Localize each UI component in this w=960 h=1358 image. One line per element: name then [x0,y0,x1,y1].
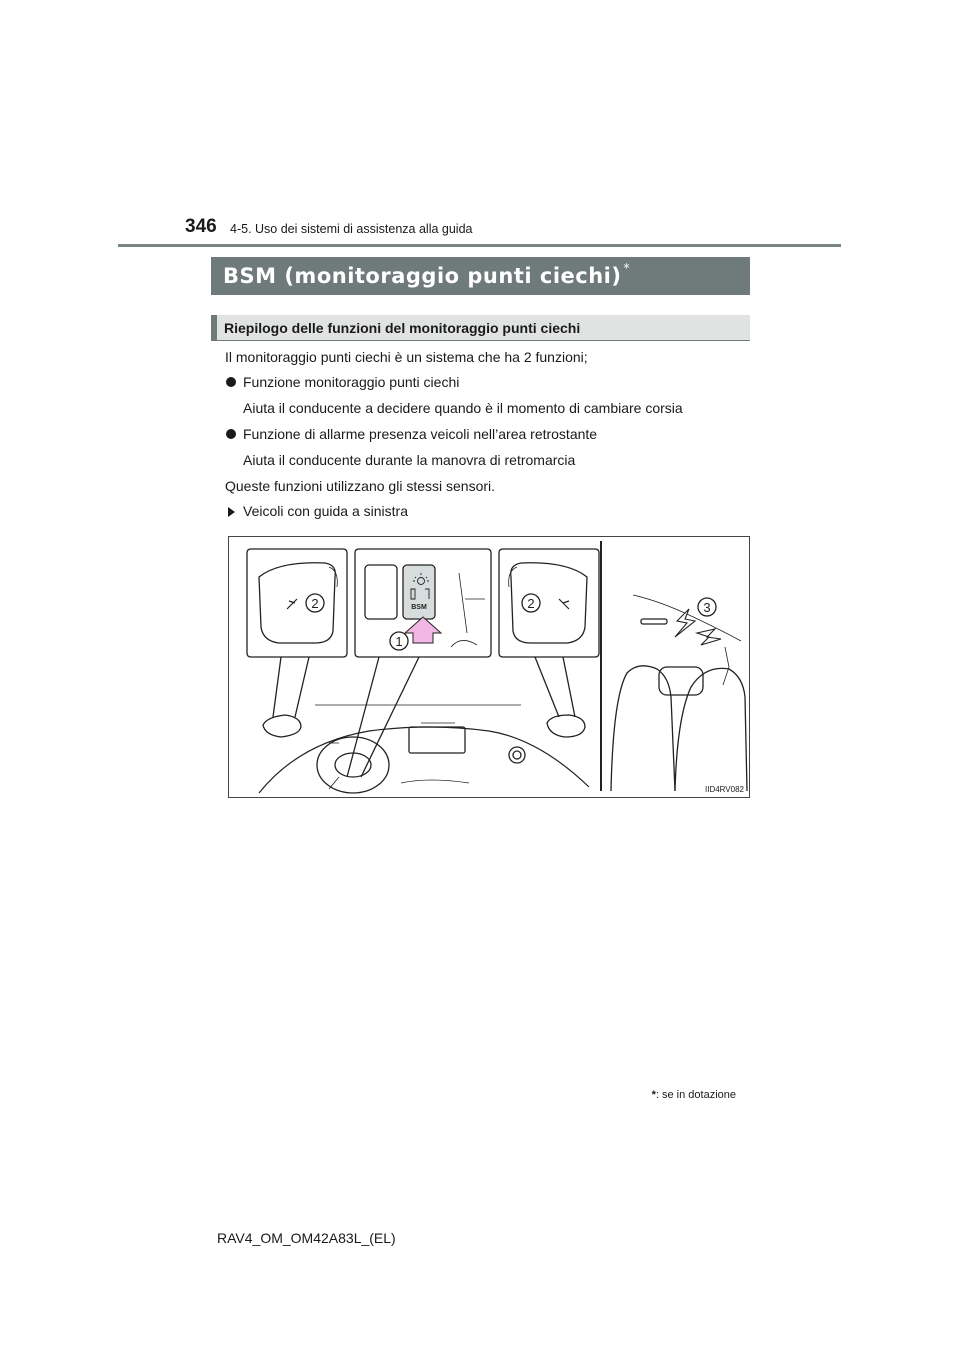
bullet-2-desc: Aiuta il conducente durante la manovra di retromarcia [243,452,576,468]
header-divider [118,244,841,247]
bullet-2-title: Funzione di allarme presenza veicoli nell’area retrostante [243,426,598,442]
triangle-bullet-icon [228,507,235,517]
bullet-dot [226,377,236,387]
callout-3: 3 [703,600,711,615]
figure-code: IID4RV082 [705,785,744,794]
bullet-1-desc: Aiuta il conducente a decidere quando è il momento di cambiare corsia [243,400,683,416]
subheading-text: Riepilogo delle funzioni del monitoraggio punti ciechi [224,319,581,336]
page-title-text: BSM (monitoraggio punti ciechi) [223,264,622,288]
bullet-dot [226,429,236,439]
variant-label: Veicoli con guida a sinistra [243,503,408,519]
intro-text: Il monitoraggio punti ciechi è un sistema che ha 2 funzioni; [225,349,588,365]
callout-1: 1 [395,634,403,649]
bullet-1-title: Funzione monitoraggio punti ciechi [243,374,460,390]
footnote-text: : se in dotazione [655,1089,736,1101]
subheading [211,315,750,341]
callout-markers [306,594,716,650]
outro-text: Queste funzioni utilizzano gli stessi sensori. [225,478,496,494]
footnote [652,1089,736,1101]
bsm-switch-label: BSM [411,604,427,611]
illustration-drawing [229,537,749,797]
section-breadcrumb: 4-5. Uso dei sistemi di assistenza alla guida [230,222,473,236]
footnote-asterisk: * [651,1089,656,1101]
page-title [211,257,750,295]
callout-2-left: 2 [311,596,319,611]
press-arrow-icon [405,617,441,643]
callout-2-right: 2 [527,596,535,611]
bsm-illustration [228,536,750,798]
title-asterisk: * [623,261,630,275]
document-code: RAV4_OM_OM42A83L_(EL) [217,1230,396,1246]
page-number: 346 [185,216,217,237]
